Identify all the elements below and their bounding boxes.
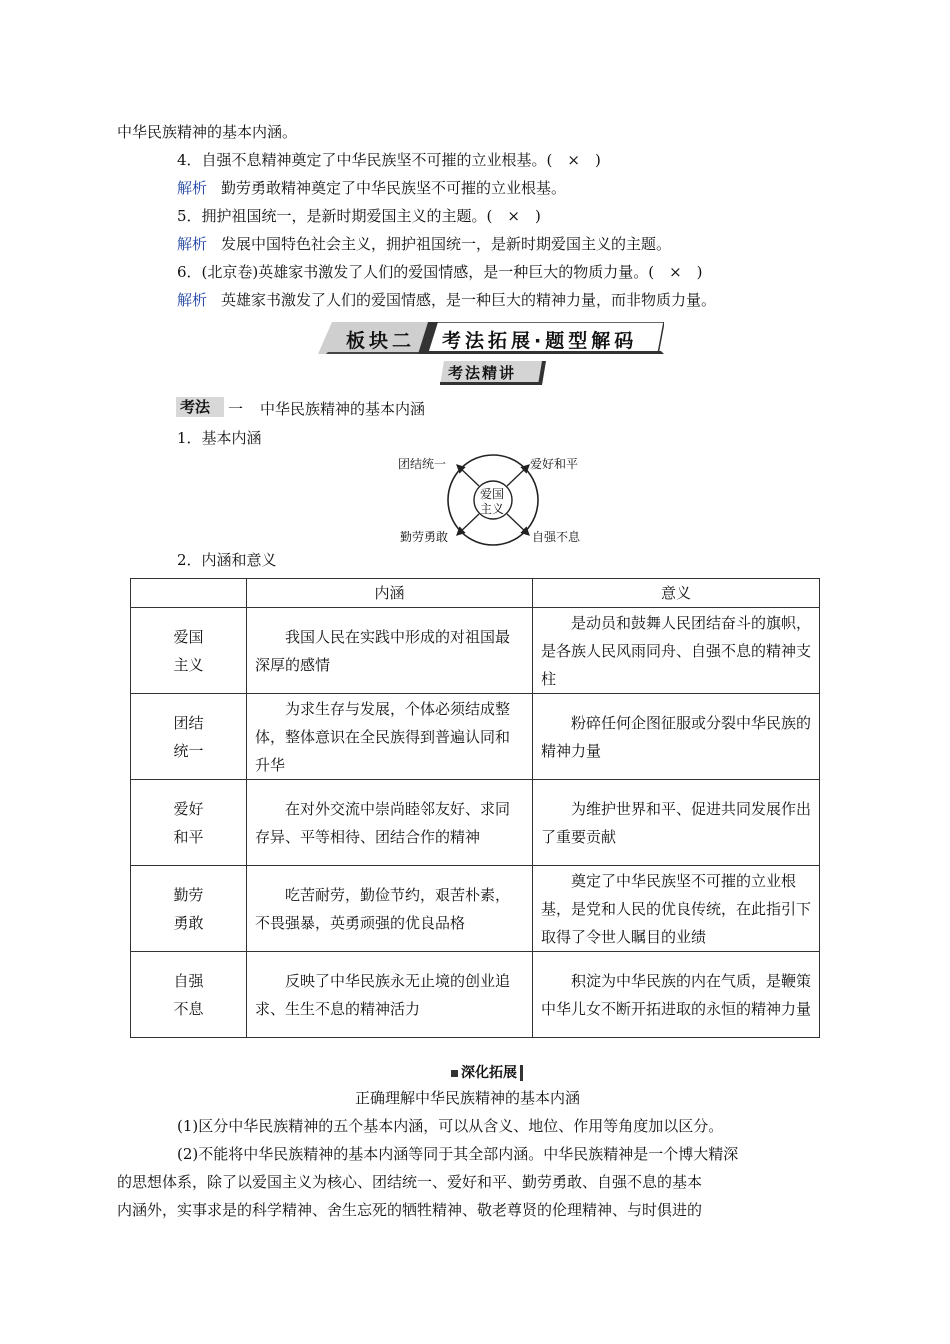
question-5: 5．拥护祖国统一，是新时期爱国主义的主题。( × ) [177,207,541,225]
row-name: 爱好 和平 [131,780,247,866]
bar-icon [520,1065,523,1081]
table-header-meaning: 意义 [533,579,820,608]
table-header-empty [131,579,247,608]
banner-part1: 板块二 [346,330,416,352]
section-heading-1: 1．基本内涵 [177,429,262,447]
analysis-5 [177,233,671,255]
analysis-label: 解析 [177,291,208,309]
table-header-row [131,579,820,608]
diagram-bottom-right: 自强不息 [532,530,581,544]
kaofa-number: 一 [228,400,244,418]
square-icon [451,1070,458,1077]
diagram-center-line2: 主义 [480,502,505,516]
text-line: 中华民族精神的基本内涵。 [117,123,298,141]
table-header-content: 内涵 [247,579,533,608]
table-row [131,608,820,694]
kaofa-title: 中华民族精神的基本内涵 [260,400,426,418]
diagram-center-line1: 爱国 [480,487,505,501]
row-name: 团结 统一 [131,694,247,780]
sub-banner [440,361,550,385]
deep-p1: (1)区分中华民族精神的五个基本内涵，可以从含义、地位、作用等角度加以区分。 [177,1117,724,1135]
row-name: 自强 不息 [131,952,247,1038]
deep-badge: 深化拓展 [451,1063,523,1083]
deep-p2-line1: (2)不能将中华民族精神的基本内涵等同于其全部内涵。中华民族精神是一个博大精深 [177,1145,739,1163]
row-meaning: 为维护世界和平、促进共同发展作出了重要贡献 [533,780,820,866]
analysis-text: 英雄家书激发了人们的爱国情感，是一种巨大的精神力量，而非物质力量。 [221,291,717,309]
section-banner [318,322,664,354]
concept-diagram [390,450,600,550]
analysis-text: 发展中国特色社会主义，拥护祖国统一，是新时期爱国主义的主题。 [221,235,672,253]
table-row [131,780,820,866]
row-meaning: 是动员和鼓舞人民团结奋斗的旗帜，是各族人民风雨同舟、自强不息的精神支柱 [533,608,820,694]
table-row [131,952,820,1038]
deep-title: 正确理解中华民族精神的基本内涵 [355,1089,581,1107]
row-meaning: 奠定了中华民族坚不可摧的立业根基，是党和人民的优良传统，在此指引下取得了令世人瞩目的业绩 [533,866,820,952]
table-row [131,866,820,952]
row-content: 在对外交流中崇尚睦邻友好、求同存异、平等相待、团结合作的精神 [247,780,533,866]
row-content: 我国人民在实践中形成的对祖国最深厚的感情 [247,608,533,694]
meaning-table [130,578,820,1038]
analysis-text: 勤劳勇敢精神奠定了中华民族坚不可摧的立业根基。 [221,179,567,197]
banner-part2: 考法拓展·题型解码 [442,330,638,352]
row-name: 爱国 主义 [131,608,247,694]
analysis-label: 解析 [177,235,208,253]
table-row [131,694,820,780]
question-4: 4．自强不息精神奠定了中华民族坚不可摧的立业根基。( × ) [177,151,601,169]
row-content: 反映了中华民族永无止境的创业追求、生生不息的精神活力 [247,952,533,1038]
row-meaning: 粉碎任何企图征服或分裂中华民族的精神力量 [533,694,820,780]
analysis-label: 解析 [177,179,208,197]
row-content: 为求生存与发展，个体必须结成整体，整体意识在全民族得到普遍认同和升华 [247,694,533,780]
analysis-6 [177,289,716,311]
deep-p2-line3: 内涵外，实事求是的科学精神、舍生忘死的牺牲精神、敬老尊贤的伦理精神、与时俱进的 [117,1201,703,1219]
kaofa-badge: 考法 [176,397,224,417]
diagram-bottom-left: 勤劳勇敢 [400,530,449,544]
deep-p2-line2: 的思想体系，除了以爱国主义为核心、团结统一、爱好和平、勤劳勇敢、自强不息的基本 [117,1173,703,1191]
row-content: 吃苦耐劳，勤俭节约，艰苦朴素，不畏强暴，英勇顽强的优良品格 [247,866,533,952]
section-heading-2: 2．内涵和意义 [177,551,277,569]
row-meaning: 积淀为中华民族的内在气质，是鞭策中华儿女不断开拓进取的永恒的精神力量 [533,952,820,1038]
sub-banner-text: 考法精讲 [448,364,517,382]
row-name: 勤劳 勇敢 [131,866,247,952]
diagram-top-right: 爱好和平 [530,457,579,471]
diagram-top-left: 团结统一 [398,457,447,471]
question-6: 6．(北京卷)英雄家书激发了人们的爱国情感，是一种巨大的物质力量。( × ) [177,263,703,281]
analysis-4 [177,177,566,199]
